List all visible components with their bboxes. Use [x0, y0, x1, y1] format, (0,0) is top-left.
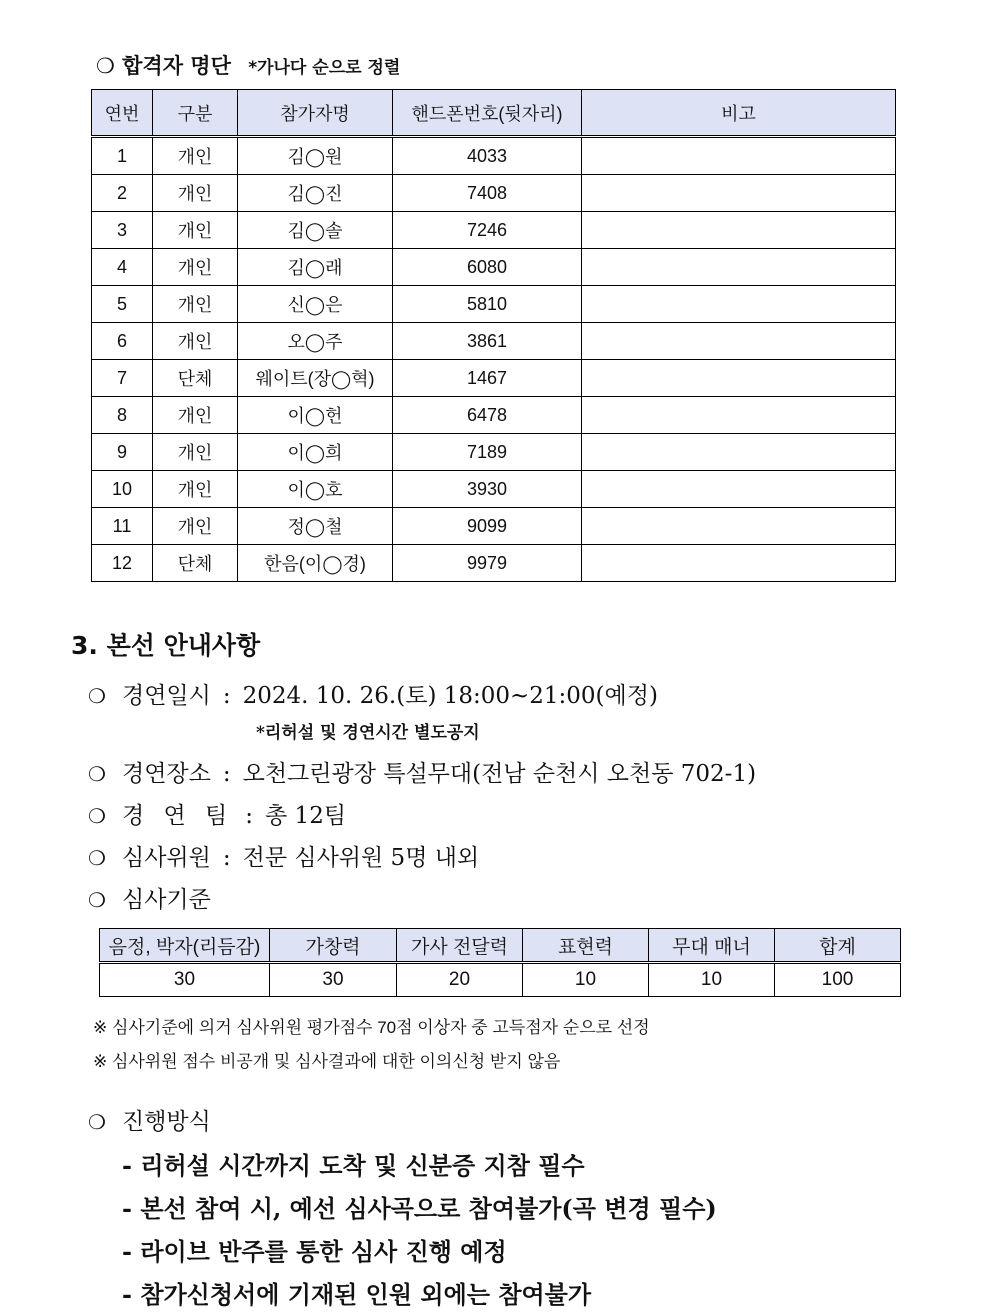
judges-value: 전문 심사위원 5명 내외 — [242, 845, 480, 871]
criteria-col-total: 합계 — [775, 929, 901, 963]
cell-remarks — [582, 545, 896, 582]
cell-type: 개인 — [153, 323, 238, 360]
cell-type: 개인 — [153, 508, 238, 545]
criteria-label: 심사기준 — [122, 887, 211, 913]
cell-name: 한음(이◯경) — [238, 545, 393, 582]
criteria-value: 30 — [100, 963, 270, 997]
table-row — [92, 249, 896, 286]
results-title: 합격자 명단 — [122, 54, 231, 78]
process-item: - 리허설 시간까지 도착 및 신분증 지참 필수 — [122, 1151, 585, 1180]
info-venue — [88, 755, 756, 788]
colon: : — [222, 845, 231, 871]
criteria-table — [99, 928, 901, 997]
criteria-value: 10 — [523, 963, 649, 997]
table-row — [92, 323, 896, 360]
cell-name: 이◯호 — [238, 471, 393, 508]
info-judges — [88, 839, 479, 872]
cell-remarks — [582, 286, 896, 323]
cell-number: 7 — [92, 360, 153, 397]
cell-type: 개인 — [153, 212, 238, 249]
cell-remarks — [582, 397, 896, 434]
cell-number: 9 — [92, 434, 153, 471]
cell-type: 단체 — [153, 360, 238, 397]
venue-label: 경연장소 — [122, 761, 211, 787]
cell-phone: 6478 — [393, 397, 582, 434]
cell-remarks — [582, 175, 896, 212]
cell-name: 이◯헌 — [238, 397, 393, 434]
judges-label: 심사위원 — [122, 845, 211, 871]
table-row — [92, 360, 896, 397]
cell-name: 웨이트(장◯혁) — [238, 360, 393, 397]
col-header-phone: 핸드폰번호(뒷자리) — [393, 90, 582, 137]
cell-phone: 5810 — [393, 286, 582, 323]
results-heading — [96, 50, 400, 80]
datetime-label: 경연일시 — [122, 683, 211, 709]
criteria-col-vocal: 가창력 — [270, 929, 397, 963]
cell-name: 정◯철 — [238, 508, 393, 545]
cell-phone: 7189 — [393, 434, 582, 471]
cell-type: 개인 — [153, 434, 238, 471]
col-header-number: 연번 — [92, 90, 153, 137]
cell-number: 1 — [92, 137, 153, 175]
table-row — [92, 471, 896, 508]
table-row — [92, 397, 896, 434]
cell-type: 개인 — [153, 286, 238, 323]
cell-type: 개인 — [153, 397, 238, 434]
cell-name: 김◯진 — [238, 175, 393, 212]
table-row — [92, 212, 896, 249]
criteria-col-stage-manner: 무대 매너 — [649, 929, 775, 963]
circle-bullet-icon: ❍ — [88, 684, 106, 708]
cell-remarks — [582, 249, 896, 286]
col-header-remarks: 비고 — [582, 90, 896, 137]
cell-phone: 7246 — [393, 212, 582, 249]
cell-number: 3 — [92, 212, 153, 249]
criteria-header-row — [100, 929, 901, 963]
teams-label: 경 연 팀 — [122, 803, 234, 829]
table-row — [92, 434, 896, 471]
cell-name: 김◯솔 — [238, 212, 393, 249]
criteria-value: 10 — [649, 963, 775, 997]
process-item: - 라이브 반주를 통한 심사 진행 예정 — [122, 1237, 507, 1266]
section3-title: 3. 본선 안내사항 — [71, 631, 261, 660]
cell-name: 오◯주 — [238, 323, 393, 360]
cell-name: 이◯희 — [238, 434, 393, 471]
table-row — [92, 175, 896, 212]
info-datetime — [88, 677, 658, 710]
circle-bullet-icon: ❍ — [88, 804, 106, 828]
colon: : — [245, 803, 254, 829]
criteria-col-expression: 표현력 — [523, 929, 649, 963]
cell-remarks — [582, 508, 896, 545]
cell-type: 단체 — [153, 545, 238, 582]
col-header-type: 구분 — [153, 90, 238, 137]
cell-phone: 9099 — [393, 508, 582, 545]
table-row — [92, 137, 896, 175]
cell-type: 개인 — [153, 471, 238, 508]
criteria-value: 100 — [775, 963, 901, 997]
cell-type: 개인 — [153, 249, 238, 286]
process-item: - 참가신청서에 기재된 인원 외에는 참여불가 — [122, 1280, 592, 1309]
colon: : — [222, 761, 231, 787]
cell-phone: 7408 — [393, 175, 582, 212]
cell-type: 개인 — [153, 137, 238, 175]
cell-phone: 1467 — [393, 360, 582, 397]
process-label: 진행방식 — [122, 1109, 211, 1135]
circle-bullet-icon: ❍ — [88, 762, 106, 786]
datetime-value: 2024. 10. 26.(토) 18:00~21:00(예정) — [242, 683, 658, 709]
cell-phone: 4033 — [393, 137, 582, 175]
teams-value: 총 12팀 — [265, 803, 347, 829]
criteria-value: 20 — [397, 963, 523, 997]
cell-phone: 9979 — [393, 545, 582, 582]
circle-bullet-icon: ❍ — [88, 846, 106, 870]
cell-name: 김◯원 — [238, 137, 393, 175]
cell-number: 5 — [92, 286, 153, 323]
cell-remarks — [582, 137, 896, 175]
cell-remarks — [582, 212, 896, 249]
cell-number: 12 — [92, 545, 153, 582]
colon: : — [222, 683, 231, 709]
info-criteria — [88, 881, 211, 914]
cell-number: 10 — [92, 471, 153, 508]
cell-remarks — [582, 360, 896, 397]
circle-bullet-icon: ❍ — [88, 888, 106, 912]
cell-number: 6 — [92, 323, 153, 360]
cell-type: 개인 — [153, 175, 238, 212]
cell-phone: 6080 — [393, 249, 582, 286]
process-item: - 본선 참여 시, 예선 심사곡으로 참여불가(곡 변경 필수) — [122, 1194, 717, 1223]
results-header-row — [92, 90, 896, 137]
results-sort-note: *가나다 순으로 정렬 — [248, 58, 401, 78]
results-table — [91, 89, 896, 582]
criteria-col-lyric-delivery: 가사 전달력 — [397, 929, 523, 963]
cell-remarks — [582, 471, 896, 508]
info-teams — [88, 797, 346, 830]
cell-number: 4 — [92, 249, 153, 286]
cell-phone: 3861 — [393, 323, 582, 360]
cell-remarks — [582, 434, 896, 471]
cell-remarks — [582, 323, 896, 360]
datetime-note: *리허설 및 경연시간 별도공지 — [256, 723, 480, 743]
circle-bullet-icon: ❍ — [96, 54, 115, 78]
col-header-name: 참가자명 — [238, 90, 393, 137]
cell-name: 신◯은 — [238, 286, 393, 323]
cell-number: 2 — [92, 175, 153, 212]
cell-number: 11 — [92, 508, 153, 545]
remark-line: ※ 심사기준에 의거 심사위원 평가점수 70점 이상자 중 고득점자 순으로 선정 — [93, 1018, 650, 1037]
criteria-col-pitch-rhythm: 음정, 박자(리듬감) — [100, 929, 270, 963]
cell-name: 김◯래 — [238, 249, 393, 286]
table-row — [92, 545, 896, 582]
cell-phone: 3930 — [393, 471, 582, 508]
circle-bullet-icon: ❍ — [88, 1110, 106, 1134]
criteria-value: 30 — [270, 963, 397, 997]
table-row — [92, 508, 896, 545]
criteria-values-row — [100, 963, 901, 997]
venue-value: 오천그린광장 특설무대(전남 순천시 오천동 702-1) — [242, 761, 757, 787]
remark-line: ※ 심사위원 점수 비공개 및 심사결과에 대한 이의신청 받지 않음 — [93, 1052, 561, 1071]
info-process — [88, 1103, 211, 1136]
cell-number: 8 — [92, 397, 153, 434]
table-row — [92, 286, 896, 323]
